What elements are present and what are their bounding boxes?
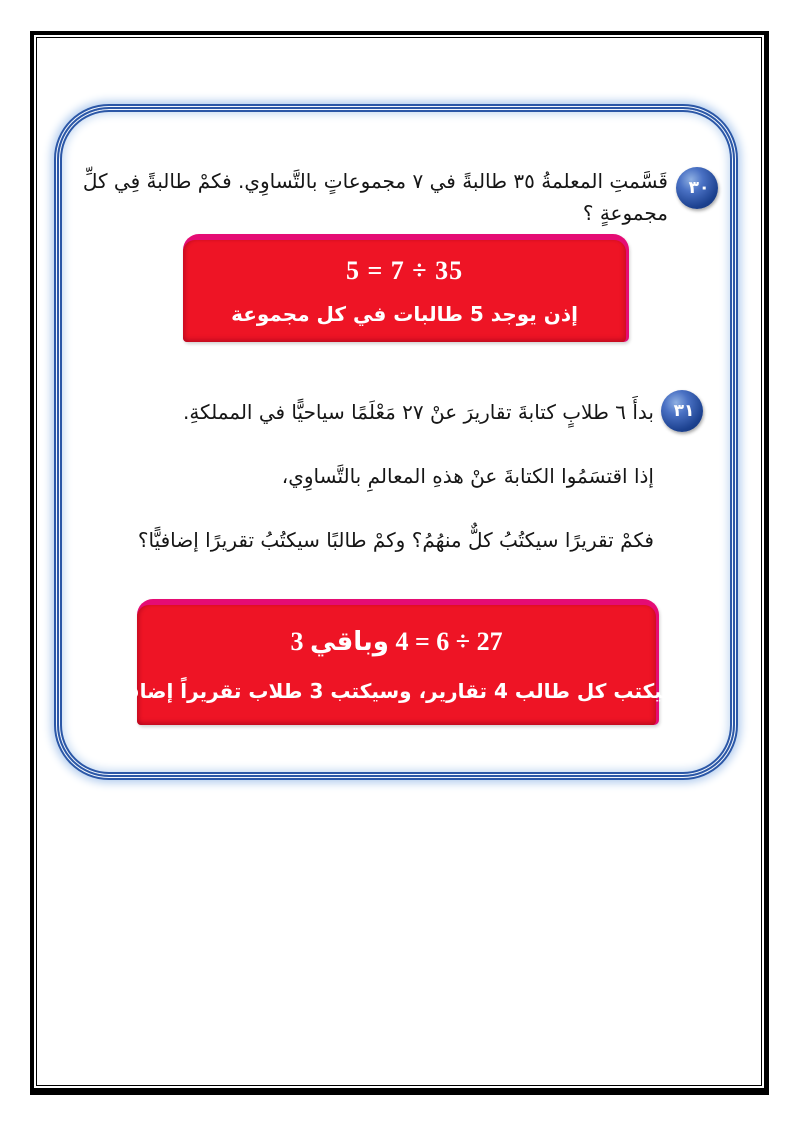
question-30-text: قَسَّمتِ المعلمةُ ٣٥ طالبةً في ٧ مجموعاتٍ بالتَّساوِي. فكمْ طالبةً فِي كلِّ مجموعةٍ ؟ (82, 169, 668, 225)
question-31-line-1: بدأَ ٦ طلابٍ كتابةَ تقاريرَ عنْ ٢٧ مَعْلَمًا سياحيًّا في المملكةِ. (182, 400, 654, 424)
question-31-answer-equation: 27 ÷ 6 = 4 وباقي 3 (290, 627, 503, 656)
question-30-answer-body (183, 240, 626, 342)
question-31-answer-box (110, 599, 683, 725)
question-31-line-2: إذا اقتسَمُوا الكتابةَ عنْ هذهِ المعالمِ بالتَّساوِي، (281, 464, 654, 488)
question-31-answer-statement: سيكتب كل طالب 4 تقارير، وسيكتب 3 طلاب تقريراً إضافياً (110, 679, 683, 703)
question-30-answer-equation: 35 ÷ 7 = 5 (345, 256, 464, 285)
question-31-line-3: فكمْ تقريرًا سيكتُبُ كلٌّ منهُمُ؟ وكمْ طالبًا سيكتُبُ تقريرًا إضافيًّا؟ (137, 528, 654, 552)
question-30-number-badge: ٣٠ (676, 167, 718, 209)
question-30-answer-box (183, 234, 629, 342)
question-30-answer-statement: إذن يوجد 5 طالبات في كل مجموعة (231, 302, 578, 326)
question-31-text (62, 380, 654, 572)
question-31-answer-body (110, 605, 683, 725)
question-31-number-badge: ٣١ (661, 390, 703, 432)
